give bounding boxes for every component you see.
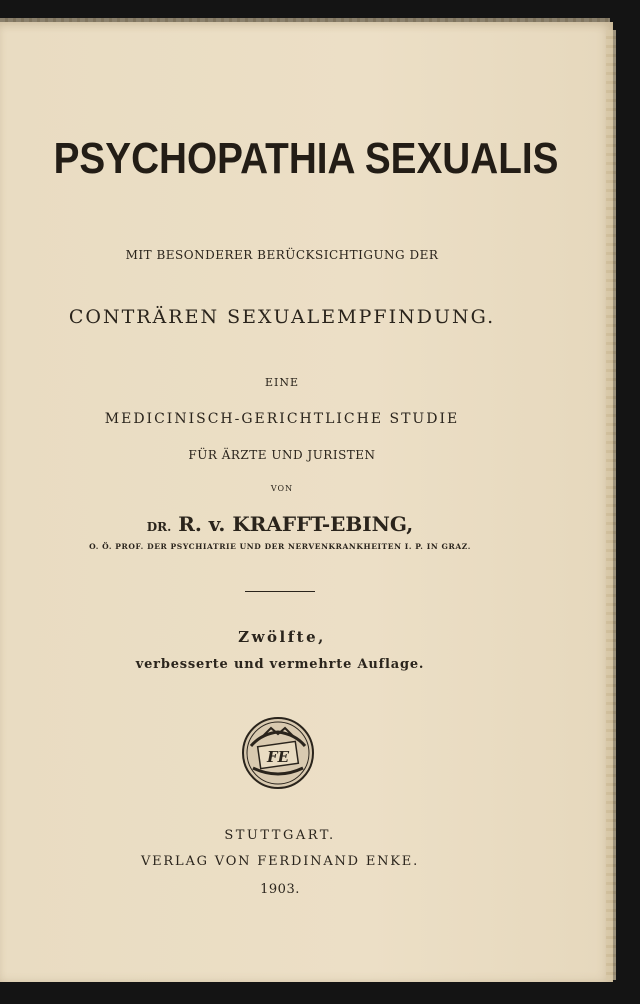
audience-line: FÜR ÄRZTE UND JURISTEN — [188, 448, 376, 462]
author-prefix: DR. — [146, 520, 172, 534]
von-label: VON — [270, 484, 294, 493]
publisher-name: VERLAG VON FERDINAND ENKE. — [140, 854, 420, 869]
author-initial: R. v. — [178, 512, 226, 536]
publisher-emblem-icon — [241, 716, 315, 790]
publication-city: STUTTGART. — [224, 828, 336, 843]
title-page — [0, 22, 613, 982]
subtitle-line-2: CONTRÄREN SEXUALEMPFINDUNG. — [68, 306, 496, 328]
page-right-edge — [606, 30, 616, 980]
author-name: KRAFFT-EBING, — [232, 512, 414, 536]
divider-rule — [245, 591, 315, 592]
edition-number: Zwölfte, — [238, 628, 326, 646]
author-line — [0, 512, 560, 536]
book-title: PSYCHOPATHIA SEXUALIS — [53, 134, 559, 183]
publication-year: 1903. — [260, 882, 300, 897]
eine-label: EINE — [264, 376, 300, 389]
emblem-monogram: FE — [266, 748, 290, 766]
study-description: MEDICINISCH-GERICHTLICHE STUDIE — [104, 411, 460, 427]
subtitle-line-1: MIT BESONDERER BERÜCKSICHTIGUNG DER — [125, 248, 439, 262]
edition-detail: verbesserte und vermehrte Auflage. — [135, 657, 425, 672]
author-title: O. Ö. PROF. DER PSYCHIATRIE UND DER NERVENKRANKHEITEN I. P. IN GRAZ. — [89, 542, 471, 551]
